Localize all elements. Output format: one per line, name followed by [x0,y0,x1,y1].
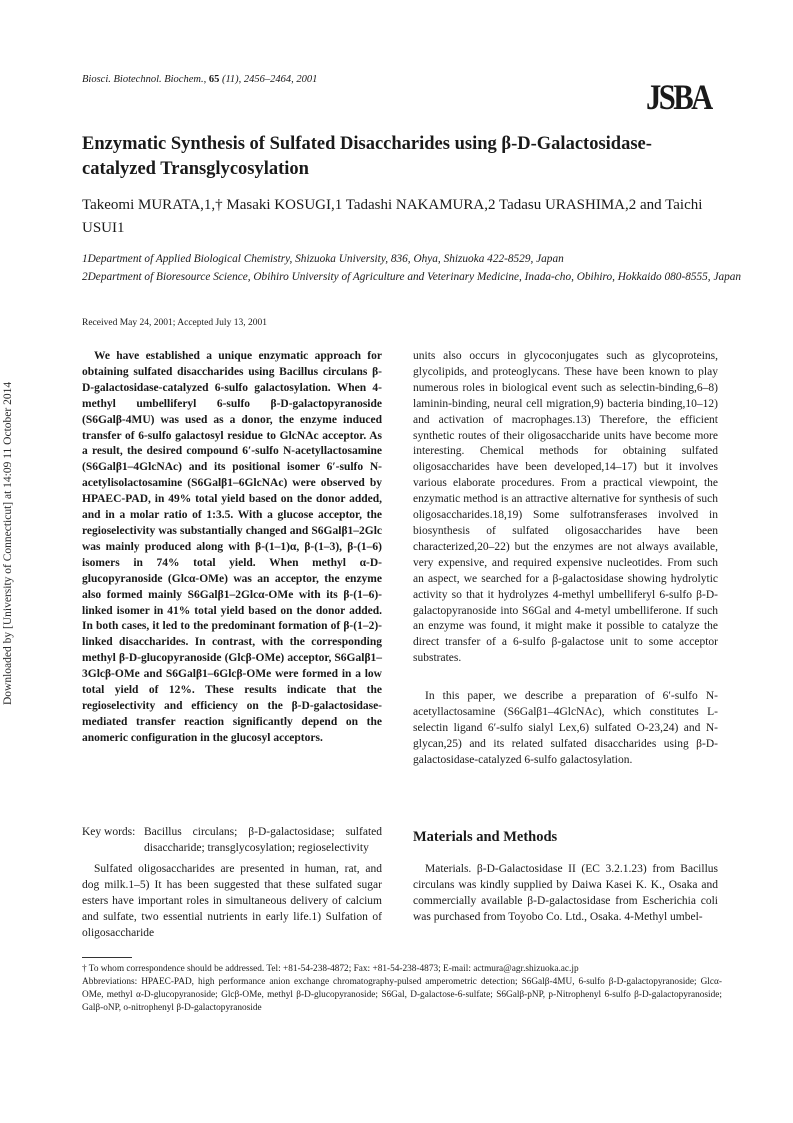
journal-volume: 65 [208,74,220,85]
keywords-text: Bacillus circulans; β-D-galactosidase; sulfated disaccharide; transglycosylation; regioselectivity [144,826,382,854]
keywords-label: Key words: [82,826,136,838]
footnotes [82,963,722,1015]
paper-title: Enzymatic Synthesis of Sulfated Disaccharides using β-D-Galactosidase-catalyzed Transglycosylation [82,134,652,179]
introduction-right-1: units also occurs in glycoconjugates such as glycoproteins, glycolipids, and proteoglycans. These have been known to play numerous roles in biological event such as selectin-binding,6–8) laminin-binding, neural cell migration,9) bacteria binding,10–12) and activation of macrophages.13) Therefore, the efficient synthetic routes of their oligosaccharide units have become more interesting. Chemical methods for obtaining sulfated oligosaccharides have been developed,14–17) but it involves various elaborate procedures. From a practical viewpoint, the enzymatic method is an attractive alternative for synthesis of such oligosaccharides.18,19) Some sulfotransferases involved in biosynthesis of sulfated oligosaccharides have been characterized,20–22) but the enzymes are not always available, very expensive, and required expensive nucleotides. From such an aspect, we searched for a β-galactosidase showing hydrolytic activity so that it hydrolyzes 4-methyl umbelliferyl 6-sulfo β-D-galactopyranoside into S6Gal and 4-metyl umbelliferone. If such an enzyme was found, it might make it possible to catalyze the direct transfer of a 6-sulfo β-galactose unit to some acceptor substrates. [413,350,718,665]
introduction-left: Sulfated oligosaccharides are presented in human, rat, and dog milk.1–5) It has been suggested that these sulfated sugar esters have important roles in simultaneous delivery of calcium and sulfate, two essential nutrients in early life.1) Sulfation of oligosaccharide [82,863,382,939]
abstract: We have established a unique enzymatic approach for obtaining sulfated disaccharides using Bacillus circulans β-D-galactosidase-catalyzed 6-sulfo galactosylation. When 4-methyl umbelliferyl 6-sulfo β-D-galactopyranoside (S6Galβ-4MU) was used as a donor, the enzyme induced transfer of 6-sulfo galactosyl residue to GlcNAc acceptor. As a result, the desired compound 6′-sulfo N-acetyllactosamine (S6Galβ1–4GlcNAc) and its positional isomer 6′-sulfo N-acetylisolactosamine (S6Galβ1–6GlcNAc) were observed by HPAEC-PAD, in 49% total yield based on the donor added, and in a molar ratio of 1:3.5. With a glucose acceptor, the regioselectivity was substantially changed and S6Galβ1–2Glc was mainly produced along with β-(1–1)α, β-(1–3), β-(1–6) isomers in 74% total yield. When methyl α-D-glucopyranoside (Glcα-OMe) was an acceptor, the enzyme also formed mainly S6Galβ1–2Glcα-OMe with its β-(1–6)-linked isomer in 41% total yield based on the donor added. In both cases, it led to the predominant formation of β-(1–2)-linked disaccharides. In contrast, with the corresponding methyl β-D-glucopyranoside (Glcβ-OMe) acceptor, S6Galβ1–3Glcβ-OMe and S6Galβ1–6Glcβ-OMe were formed in a low total yield of 12%. These results indicate that the regioselectivity and efficiency on the β-D-galactosidase-mediated transfer reaction significantly depend on the anomeric configuration in the glucosyl acceptors. [82,350,382,744]
footnote-divider [82,957,132,958]
footnote-correspondence: † To whom correspondence should be addressed. Tel: +81-54-238-4872; Fax: +81-54-238-4873; E-mail: actmura@agr.shizuoka.ac.jp [82,964,579,974]
jsba-logo: JSBA [646,77,711,117]
footnote-abbreviations: Abbreviations: HPAEC-PAD, high performance anion exchange chromatography-pulsed amperometric detection; S6Galβ-4MU, 6-sulfo β-D-galactopyranoside; Glcα-OMe, methyl α-D-glucopyranoside; Glcβ-OMe, methyl β-D-glucopyranoside; S6Gal, D-galactose-6-sulfate; S6Galβ-pNP, p-Nitrophenyl 6-sulfo β-D-galactopyranoside; Galβ-oNP, o-nitrophenyl β-D-galactopyranoside [82,977,722,1013]
introduction-right-2: In this paper, we describe a preparation of 6′-sulfo N-acetyllactosamine (S6Galβ1–4GlcNAc), which constitutes L-selectin ligand 6′-sulfo sialyl Lex,6) sulfated O-23,24) and N-glycan,25) and its related sulfated disaccharides using β-D-galactosidase-catalyzed 6-sulfo galactosylation. [413,690,718,766]
affiliation-2: 2Department of Bioresource Science, Obihiro University of Agriculture and Veterinary Medicine, Inada-cho, Obihiro, Hokkaido 080-8555, Japan [82,271,742,283]
journal-name: Biosci. Biotechnol. Biochem., [82,74,207,85]
affiliation-1: 1Department of Applied Biological Chemistry, Shizuoka University, 836, Ohya, Shizuoka 422-8529, Japan [82,253,564,265]
methods-heading: Materials and Methods [413,829,558,845]
received-dates: Received May 24, 2001; Accepted July 13, 2001 [82,318,267,328]
methods-text: Materials. β-D-Galactosidase II (EC 3.2.1.23) from Bacillus circulans was kindly supplied by Daiwa Kasei K. K., Osaka and commercially available β-D-galactosidase from Escherichia coli was purchased from Toyobo Co. Ltd., Osaka. 4-Methyl umbel- [413,863,718,923]
affiliations [82,250,762,286]
journal-issue: (11), 2456–2464, 2001 [221,74,318,85]
download-watermark: Downloaded by [University of Connecticut] at 14:09 11 October 2014 [2,381,14,705]
journal-citation [82,74,317,85]
author-list: Takeomi MURATA,1,† Masaki KOSUGI,1 Tadashi NAKAMURA,2 Tadasu URASHIMA,2 and Taichi USUI1 [82,197,703,236]
